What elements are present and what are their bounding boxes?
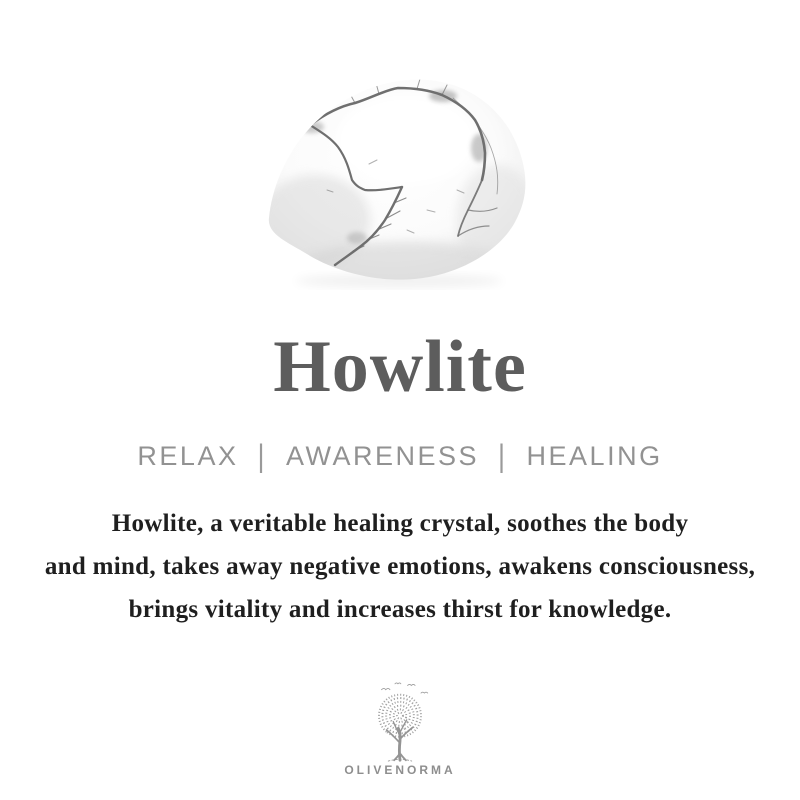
trait-awareness: AWARENESS [285, 441, 480, 471]
traits-separator: | [498, 438, 508, 474]
traits-separator: | [257, 438, 267, 474]
howlite-stone-image [257, 70, 542, 290]
olive-tree-logo-icon [358, 682, 442, 762]
howlite-stone-photo [257, 70, 542, 290]
brand-wordmark: OLIVENORMA [344, 763, 456, 777]
description-line-1: Howlite, a veritable healing crystal, soothes the body [111, 510, 689, 537]
trait-relax: RELAX [137, 441, 239, 471]
traits-row [0, 438, 800, 474]
description-line-2: and mind, takes away negative emotions, awakens consciousness, [44, 553, 756, 580]
page-title: Howlite [273, 326, 527, 408]
description-line-3: brings vitality and increases thirst for knowledge. [128, 596, 672, 623]
brand-block [0, 682, 800, 777]
trait-healing: HEALING [526, 441, 663, 471]
description-text [0, 502, 800, 631]
